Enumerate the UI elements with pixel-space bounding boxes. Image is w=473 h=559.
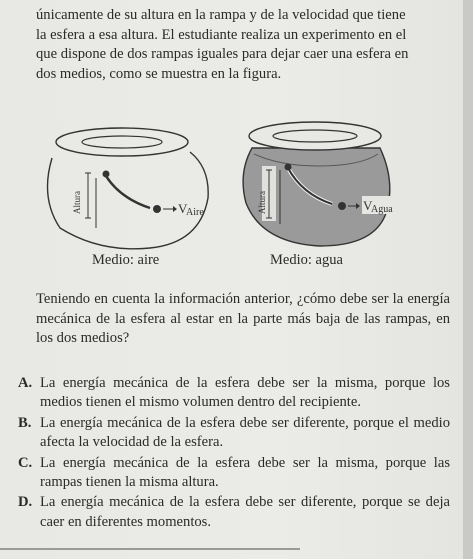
caption-air: Medio: aire [92,252,160,268]
intro-line-4: dos medios, como se muestra en la figura. [36,65,282,82]
option-letter: A. [18,375,33,391]
svg-text:V: V [363,198,373,213]
option-b[interactable] [18,414,450,453]
option-text: La energía mecánica de la esfera debe ser la misma, porque las rampas tienen la misma altura. [40,454,450,491]
divider-line [0,548,300,550]
intro-line-2: la esfera a esa altura. El estudiante realiza un experimento en el [36,26,407,43]
option-c[interactable] [18,454,450,493]
option-d[interactable] [18,493,450,532]
intro-paragraph [36,6,452,84]
altura-label-water: Altura [257,191,267,214]
altura-label-air: Altura [72,191,82,214]
option-letter: C. [18,454,33,471]
bowl-water [243,122,400,246]
question-text: Teniendo en cuenta la información anterior, ¿cómo debe ser la energía mecánica de la esfera al estar en la parte más baja de las rampas, en los dos medios? [36,291,450,347]
intro-line-1: únicamente de su altura en la rampa y de la velocidad que tiene [36,7,406,23]
page-edge [463,0,473,559]
caption-water: Medio: agua [270,252,343,268]
answer-options [18,374,450,533]
svg-text:V: V [178,201,188,216]
option-text: La energía mecánica de la esfera debe ser diferente, porque el medio afecta la velocidad de la esfera. [40,414,450,451]
option-text: La energía mecánica de la esfera debe ser diferente, porque se deja caer en diferentes momentos. [40,494,450,530]
option-a[interactable] [18,374,450,413]
intro-line-3: que dispone de dos rampas iguales para dejar caer una esfera en [36,46,409,63]
option-text: La energía mecánica de la esfera debe ser la misma, porque los medios tienen el mismo volumen dentro del recipiente. [40,375,450,411]
option-letter: B. [18,414,32,431]
v-agua-label: Agua [371,204,393,215]
option-letter: D. [18,494,33,511]
v-aire-label: Aire [186,207,204,218]
bowl-air [48,128,209,249]
